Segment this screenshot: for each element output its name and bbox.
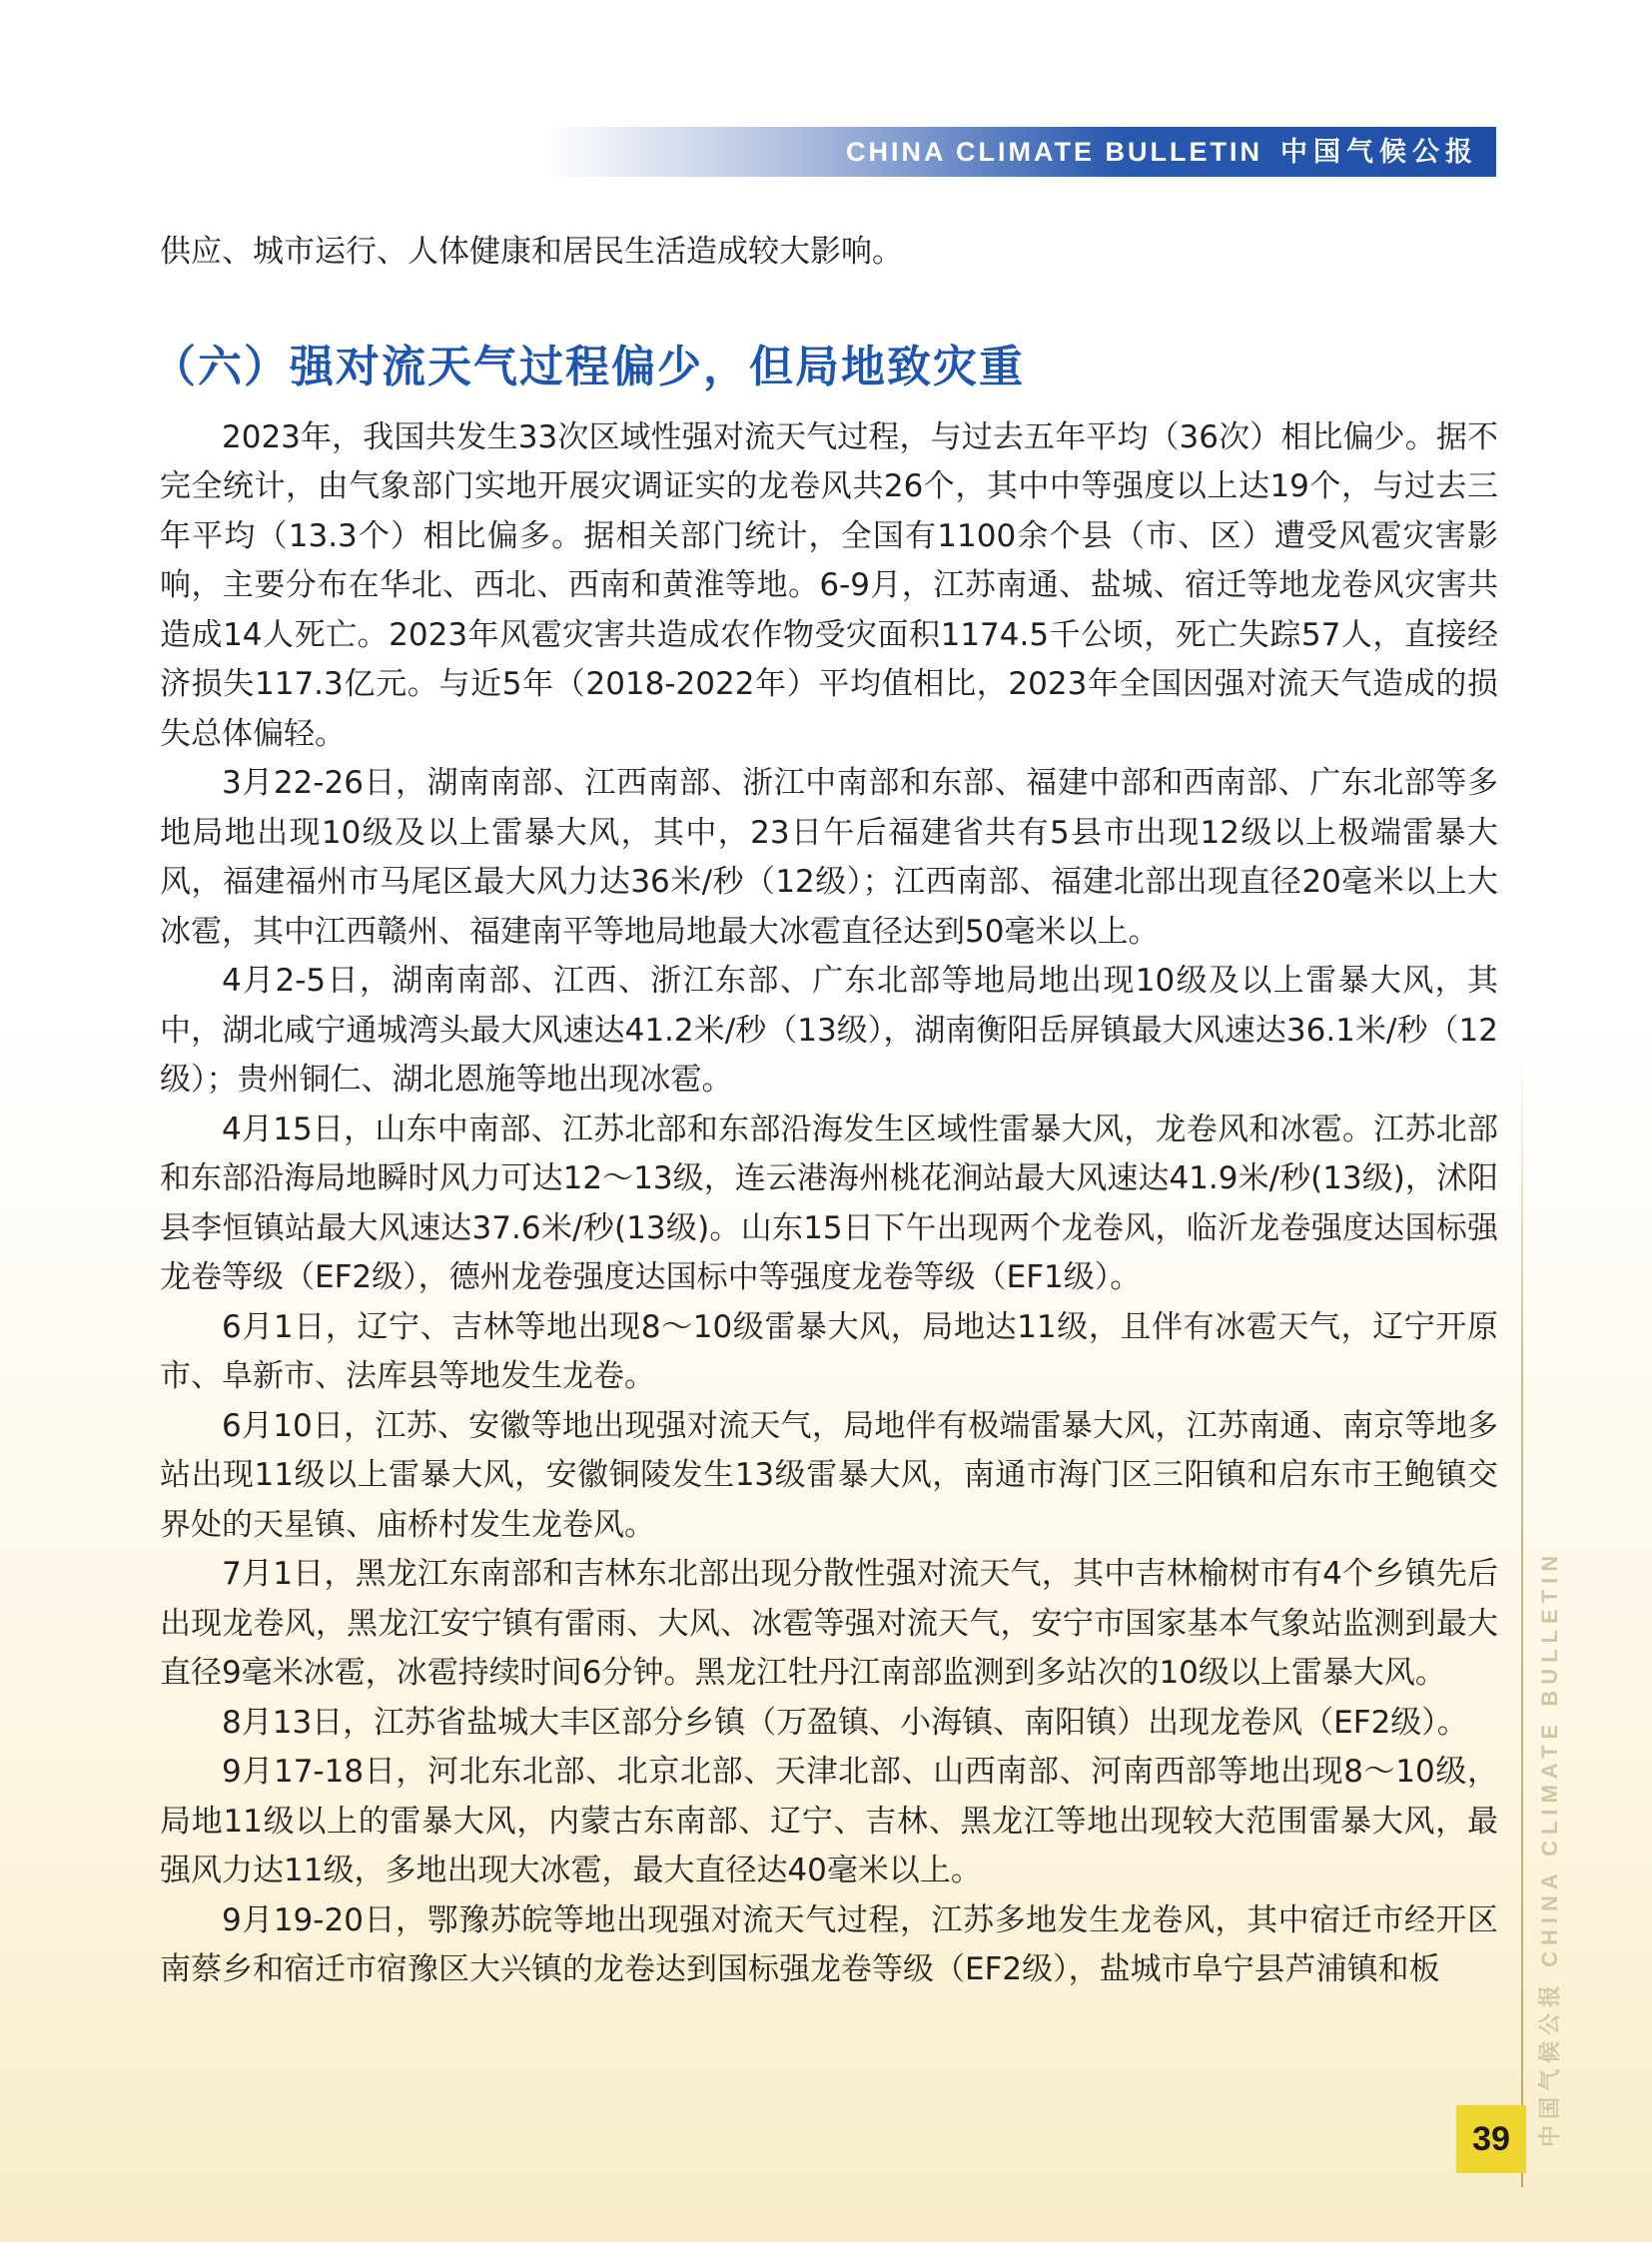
body-content — [152, 228, 1499, 1995]
side-divider — [1521, 1049, 1523, 2187]
header-title-cn: 中国气候公报 — [1280, 137, 1478, 167]
header-title — [846, 127, 1478, 177]
paragraph: 9月19-20日，鄂豫苏皖等地出现强对流天气过程，江苏多地发生龙卷风，其中宿迁市经开区南蔡乡和宿迁市宿豫区大兴镇的龙卷达到国标强龙卷等级（EF2级），盐城市阜宁县芦浦镇和板 — [160, 1901, 1498, 1987]
section-title: （六）强对流天气过程偏少，但局地致灾重 — [152, 341, 1025, 392]
page-number: 39 — [1456, 2105, 1526, 2173]
paragraph: 6月10日，江苏、安徽等地出现强对流天气，局地伴有极端雷暴大风，江苏南通、南京等地多站出现11级以上雷暴大风，安徽铜陵发生13级雷暴大风，南通市海门区三阳镇和启东市王鲍镇交界处的天星镇、庙桥村发生龙卷风。 — [160, 1407, 1498, 1543]
header-title-en: CHINA CLIMATE BULLETIN — [846, 137, 1262, 167]
paragraph: 4月15日，山东中南部、江苏北部和东部沿海发生区域性雷暴大风，龙卷风和冰雹。江苏北部和东部沿海局地瞬时风力可达12～13级，连云港海州桃花涧站最大风速达41.9米/秒(13级)，沭阳县李恒镇站最大风速达37.6米/秒(13级)。山东15日下午出现两个龙卷风，临沂龙卷强度达国标强龙卷等级（EF2级），德州龙卷强度达国标中等强度龙卷等级（EF1级）。 — [160, 1111, 1498, 1295]
header-band — [544, 127, 1496, 177]
paragraph: 2023年，我国共发生33次区域性强对流天气过程，与过去五年平均（36次）相比偏少。据不完全统计，由气象部门实地开展灾调证实的龙卷风共26个，其中中等强度以上达19个，与过去三年平均（13.3个）相比偏多。据相关部门统计，全国有1100余个县（市、区）遭受风雹灾害影响，主要分布在华北、西北、西南和黄淮等地。6-9月，江苏南通、盐城、宿迁等地龙卷风灾害共造成14人死亡。2023年风雹灾害共造成农作物受灾面积1174.5千公顷，死亡失踪57人，直接经济损失117.3亿元。与近5年（2018-2022年）平均值相比，2023年全国因强对流天气造成的损失总体偏轻。 — [160, 418, 1499, 752]
paragraph: 6月1日，辽宁、吉林等地出现8～10级雷暴大风，局地达11级，且伴有冰雹天气，辽宁开原市、阜新市、法库县等地发生龙卷。 — [160, 1308, 1498, 1394]
paragraph: 3月22-26日，湖南南部、江西南部、浙江中南部和东部、福建中部和西南部、广东北部等多地局地出现10级及以上雷暴大风，其中，23日午后福建省共有5县市出现12级以上极端雷暴大风，福建福州市马尾区最大风力达36米/秒（12级）；江西南部、福建北部出现直径20毫米以上大冰雹，其中江西赣州、福建南平等地局地最大冰雹直径达到50毫米以上。 — [160, 765, 1498, 950]
paragraph: 7月1日，黑龙江东南部和吉林东北部出现分散性强对流天气，其中吉林榆树市有4个乡镇先后出现龙卷风，黑龙江安宁镇有雷雨、大风、冰雹等强对流天气，安宁市国家基本气象站监测到最大直径9毫米冰雹，冰雹持续时间6分钟。黑龙江牡丹江南部监测到多站次的10级以上雷暴大风。 — [160, 1556, 1498, 1691]
paragraph: 9月17-18日，河北东北部、北京北部、天津北部、山西南部、河南西部等地出现8～10级，局地11级以上的雷暴大风，内蒙古东南部、辽宁、吉林、黑龙江等地出现较大范围雷暴大风，最强风力达11级，多地出现大冰雹，最大直径达40毫米以上。 — [160, 1754, 1498, 1888]
paragraph: 8月13日，江苏省盐城大丰区部分乡镇（万盈镇、小海镇、南阳镇）出现龙卷风（EF2级）。 — [222, 1704, 1468, 1741]
paragraph: 4月2-5日，湖南南部、江西、浙江东部、广东北部等地局地出现10级及以上雷暴大风，其中，湖北咸宁通城湾头最大风速达41.2米/秒（13级），湖南衡阳岳屏镇最大风速达36.1米/秒（12级）；贵州铜仁、湖北恩施等地出现冰雹。 — [160, 963, 1498, 1098]
intro-line: 供应、城市运行、人体健康和居民生活造成较大影响。 — [160, 234, 903, 270]
side-label: 中国气候公报 CHINA CLIMATE BULLETIN — [1537, 1549, 1562, 2147]
